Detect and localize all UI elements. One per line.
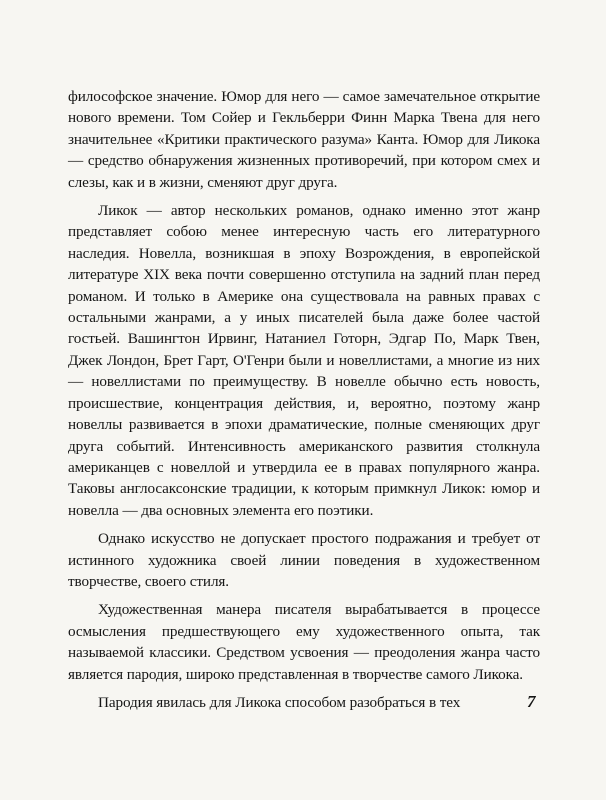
paragraph-3: Однако искусство не допускает простого подражания и требует от истинного художника своей линии поведения в художественном творчестве, своего стиля. bbox=[68, 530, 540, 590]
paragraph-5: Пародия явилась для Ликока способом разобраться в тех bbox=[98, 693, 461, 711]
body-text bbox=[68, 86, 540, 720]
paragraph-2: Ликок — автор нескольких романов, однако именно этот жанр представляет собою менее интересную часть его литературного наследия. Новелла, возникшая в эпоху Возрождения, в европейской литературе XIX века почти совершенно отступила на задний план перед романом. И только в Америке она существовала на равных правах с остальными жанрами, а у иных писателей была даже более частой гостьей. Вашингтон Ирвинг, Натаниел Готорн, Эдгар По, Марк Твен, Джек Лондон, Брет Гарт, О'Генри были и новеллистами, а многие из них — новеллистами по преимуществу. В новелле обычно есть новость, происшествие, концентрация действия, и, вероятно, поэтому жанр новеллы развивается в эпохи драматические, полные сменяющих друг друга событий. Интенсивность американского развития столкнула американцев с новеллой и утвердила ее в правах популярного жанра. Таковы англосаксонские традиции, к которым примкнул Ликок: юмор и новелла — два основных элемента его поэтики. bbox=[68, 202, 540, 519]
page-number: 7 bbox=[527, 692, 536, 711]
paragraph-4: Художественная манера писателя вырабатывается в процессе осмысления предшествующего ему художественного опыта, так называемой классики. Средством усвоения — преодоления жанра часто является пародия, широко представленная в творчестве самого Ликока. bbox=[68, 601, 540, 683]
paragraph-1: философское значение. Юмор для него — самое замечательное открытие нового времени. Том Сойер и Гекльберри Финн Марка Твена для него значительнее «Критики практического разума» Канта. Юмор для Ликока — средство обнаружения жизненных противоречий, при котором смех и слезы, как и в жизни, сменяют друг друга. bbox=[68, 88, 540, 191]
